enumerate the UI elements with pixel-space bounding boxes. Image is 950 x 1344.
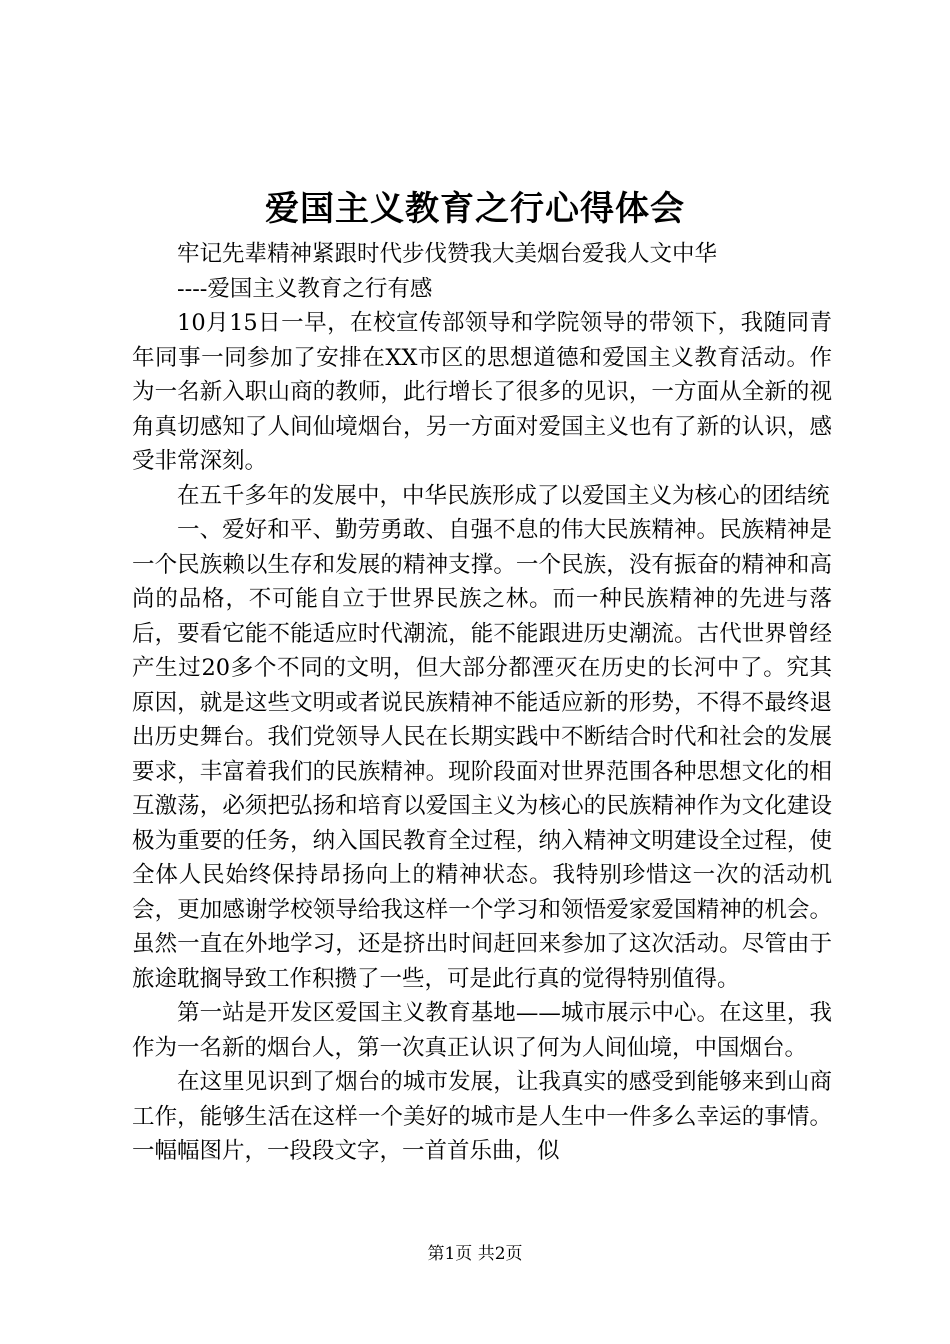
paragraph-1: 10月15日一早，在校宣传部领导和学院领导的带领下，我随同青年同事一同参加了安排在XX市区的思想道德和爱国主义教育活动。作为一名新入职山商的教师，此行增长了很多的见识，一方面从全新的视角真切感知了人间仙境烟台，另一方面对爱国主义也有了新的认识，感受非常深刻。 bbox=[132, 310, 832, 474]
paragraph-5: 在这里见识到了烟台的城市发展，让我真实的感受到能够来到山商工作，能够生活在这样一个美好的城市是人生中一件多么幸运的事情。一幅幅图片，一段段文字，一首首乐曲，似 bbox=[132, 1069, 832, 1164]
subtitle-line-1: 牢记先辈精神紧跟时代步伐赞我大美烟台爱我人文中华 bbox=[177, 241, 718, 267]
paragraph-4: 第一站是开发区爱国主义教育基地——城市展示中心。在这里，我作为一名新的烟台人，第一次真正认识了何为人间仙境，中国烟台。 bbox=[132, 1000, 832, 1061]
subtitle-line-2: ----爱国主义教育之行有感 bbox=[177, 275, 433, 302]
page-footer: 第1页 共2页 bbox=[427, 1244, 523, 1264]
paragraph-2: 在五千多年的发展中，中华民族形成了以爱国主义为核心的团结统 bbox=[177, 482, 830, 509]
paragraph-3: 一、爱好和平、勤劳勇敢、自强不息的伟大民族精神。民族精神是一个民族赖以生存和发展的精神支撑。一个民族，没有振奋的精神和高尚的品格，不可能自立于世界民族之林。而一种民族精神的先进与落后，要看它能不能适应时代潮流，能不能跟进历史潮流。古代世界曾经产生过20多个不同的文明，但大部分都湮灭在历史的长河中了。究其原因，就是这些文明或者说民族精神不能适应新的形势，不得不最终退出历史舞台。我们党领导人民在长期实践中不断结合时代和社会的发展要求，丰富着我们的民族精神。现阶段面对世界范围各种思想文化的相互激荡，必须把弘扬和培育以爱国主义为核心的民族精神作为文化建设极为重要的任务，纳入国民教育全过程，纳入精神文明建设全过程，使全体人民始终保持昂扬向上的精神状态。我特别珍惜这一次的活动机会，更加感谢学校领导给我这样一个学习和领悟爱家爱国精神的机会。虽然一直在外地学习，还是挤出时间赶回来参加了这次活动。尽管由于旅途耽搁导致工作积攒了一些，可是此行真的觉得特别值得。 bbox=[132, 517, 832, 992]
document-body bbox=[132, 237, 832, 1169]
document-title: 爱国主义教育之行心得体会 bbox=[265, 189, 685, 229]
